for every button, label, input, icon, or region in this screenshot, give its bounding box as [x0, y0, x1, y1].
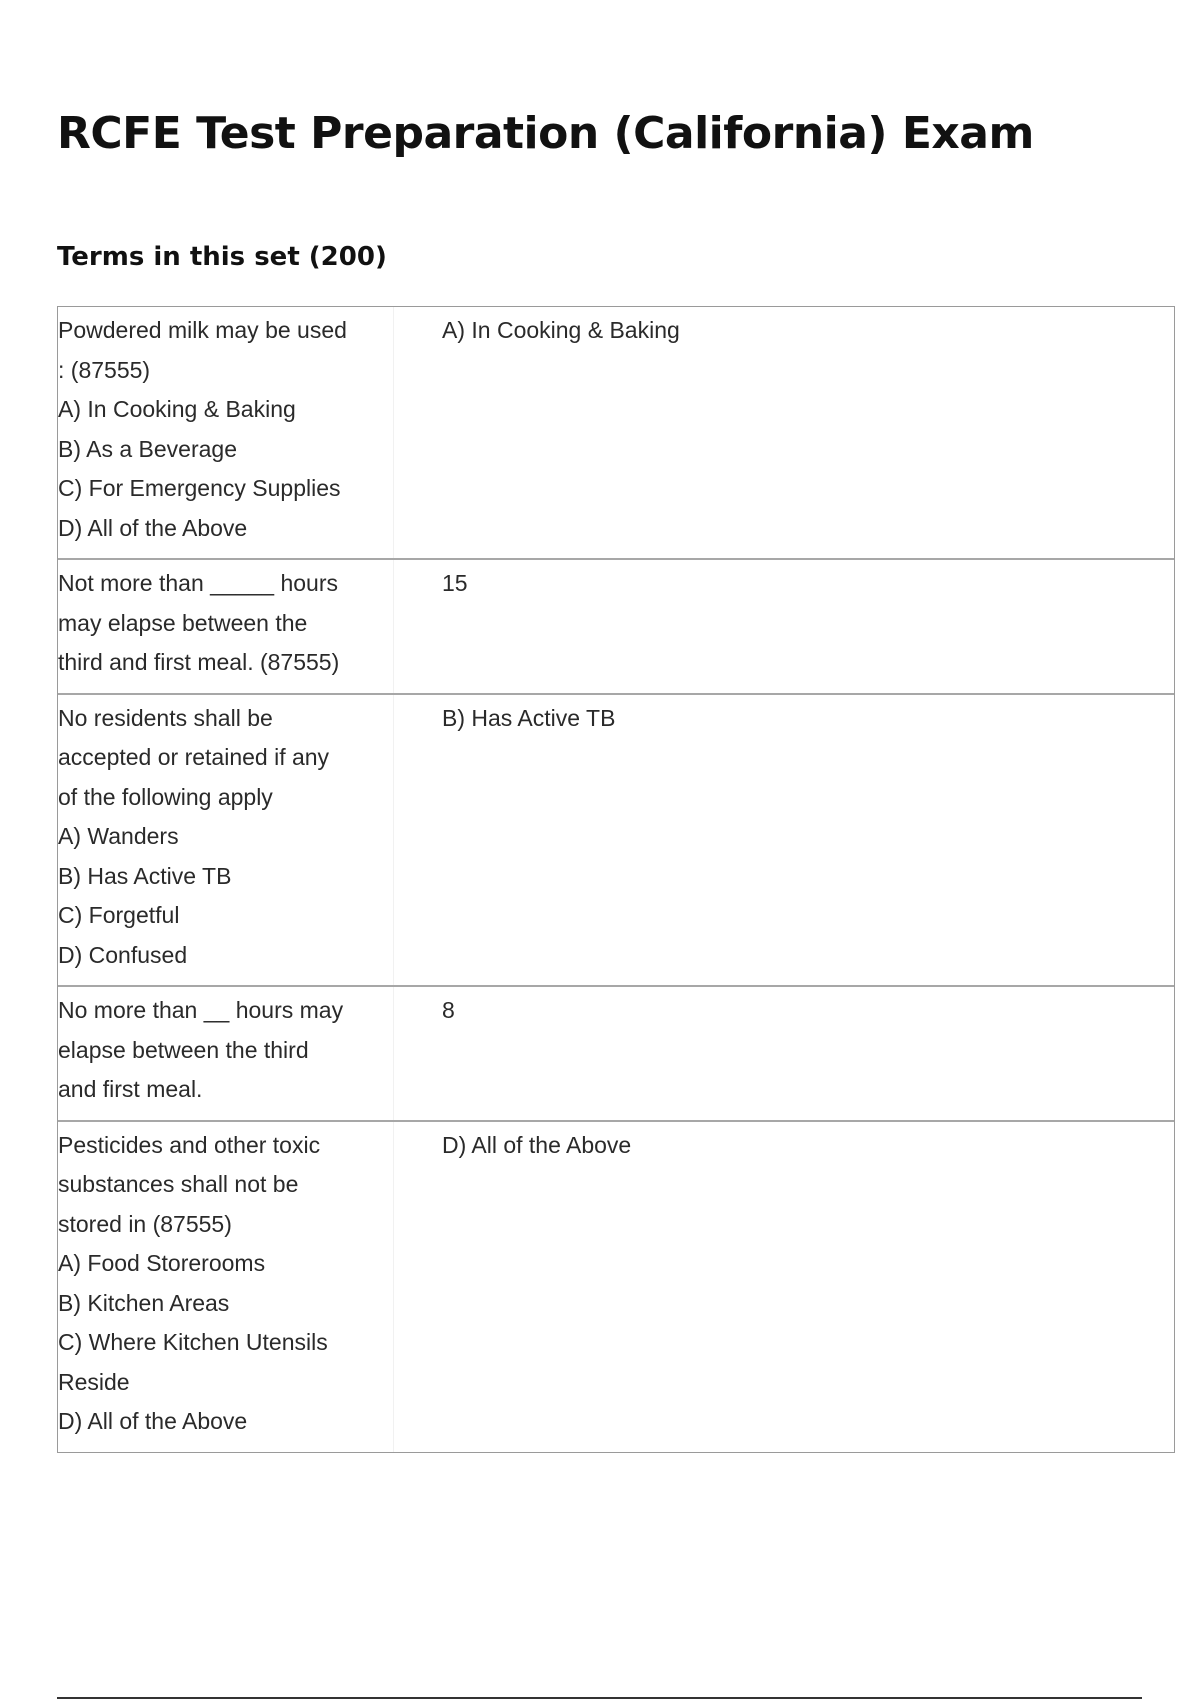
- term-row: [58, 307, 1174, 558]
- definition-text: B) Has Active TB: [442, 704, 616, 731]
- definition-text: D) All of the Above: [442, 1131, 632, 1158]
- term-text: No residents shall be accepted or retained if any of the following apply A) Wanders B) Has Active TB C) Forgetful D) Confused: [58, 695, 394, 986]
- definition-text: 8: [442, 997, 455, 1023]
- term-row: [58, 558, 1174, 693]
- definition-text: A) In Cooking & Baking: [442, 317, 680, 343]
- term-row: [58, 1120, 1174, 1452]
- footer-divider: [57, 1697, 1142, 1699]
- terms-table: [57, 306, 1175, 1453]
- term-row: [58, 985, 1174, 1120]
- term-text: Powdered milk may be used : (87555) A) In Cooking & Baking B) As a Beverage C) For Emergency Supplies D) All of the Above: [58, 307, 394, 558]
- term-text: Pesticides and other toxic substances shall not be stored in (87555) A) Food Storerooms B) Kitchen Areas C) Where Kitchen Utensils Reside D) All of the Above: [58, 1122, 394, 1452]
- term-text: No more than __ hours may elapse between the third and first meal.: [58, 987, 394, 1120]
- term-row: [58, 693, 1174, 986]
- term-text: Not more than _____ hours may elapse between the third and first meal. (87555): [58, 560, 394, 693]
- terms-count-heading: Terms in this set (200): [57, 242, 387, 272]
- page-title: RCFE Test Preparation (California) Exam: [57, 108, 1034, 159]
- definition-text: 15: [442, 570, 468, 596]
